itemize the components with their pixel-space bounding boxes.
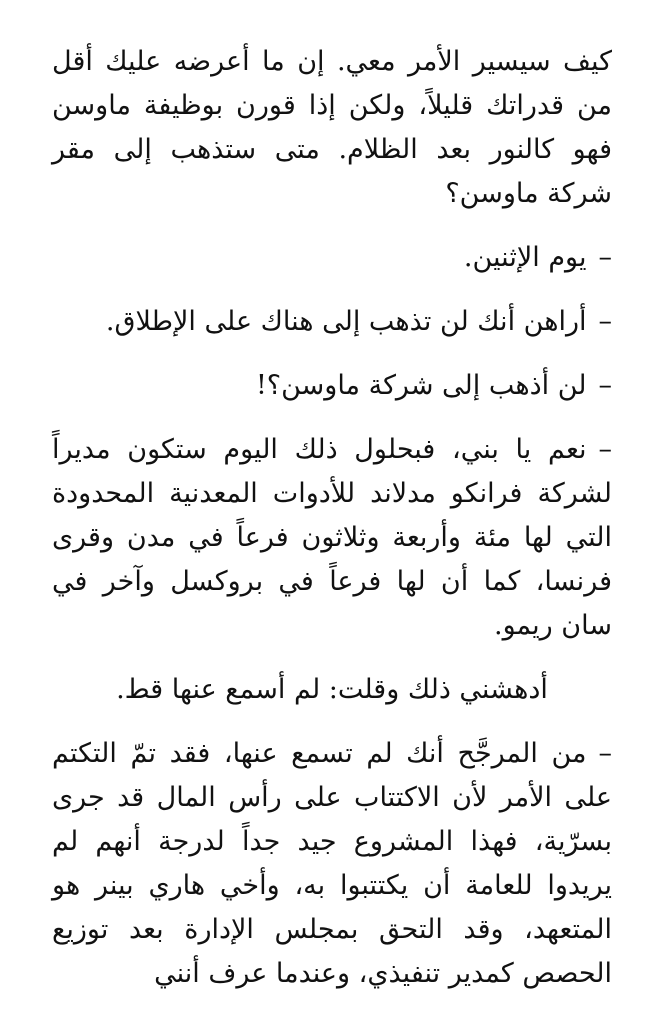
dialogue-line-4 [52,364,612,408]
dialogue-dash: – [598,738,612,769]
dialogue-dash: – [598,370,612,401]
dialogue-line-7 [52,732,612,996]
paragraph-text: كيف سيسير الأمر معي. إن ما أعرضه عليك أقل من قدراتك قليلاً، ولكن إذا قورن بوظيفة ماوسن فهو كالنور بعد الظلام. متى ستذهب إلى مقر شركة ماوسن؟ [52,46,612,209]
dialogue-dash: – [598,306,612,337]
dialogue-dash: – [598,434,612,465]
paragraph-6 [52,668,612,712]
dialogue-text: لن أذهب إلى شركة ماوسن؟! [255,370,587,401]
dialogue-line-5 [52,428,612,648]
dialogue-line-2 [52,236,612,280]
dialogue-text: يوم الإثنين. [463,242,587,273]
dialogue-dash: – [598,242,612,273]
dialogue-text: من المرجَّح أنك لم تسمع عنها، فقد تمّ التكتم على الأمر لأن الاكتتاب على رأس المال قد جرى بسرّية، فهذا المشروع جيد جداً لدرجة أنهم لم يريدوا للعامة أن يكتتبوا به، وأخي هاري بينر هو المتعهد، وقد التحق بمجلس الإدارة بعد توزيع الحصص كمدير تنفيذي، وعندما عرف أنني [52,738,612,989]
paragraph-text: أدهشني ذلك وقلت: لم أسمع عنها قط. [116,674,548,705]
book-page [52,40,612,1016]
dialogue-line-3 [52,300,612,344]
dialogue-text: أراهن أنك لن تذهب إلى هناك على الإطلاق. [105,306,587,337]
paragraph-1 [52,40,612,216]
dialogue-text: نعم يا بني، فبحلول ذلك اليوم ستكون مديراً لشركة فرانكو مدلاند للأدوات المعدنية المحدودة التي لها مئة وأربعة وثلاثون فرعاً في مدن وقرى فرنسا، كما أن لها فرعاً في بروكسل وآخر في سان ريمو. [52,434,612,641]
